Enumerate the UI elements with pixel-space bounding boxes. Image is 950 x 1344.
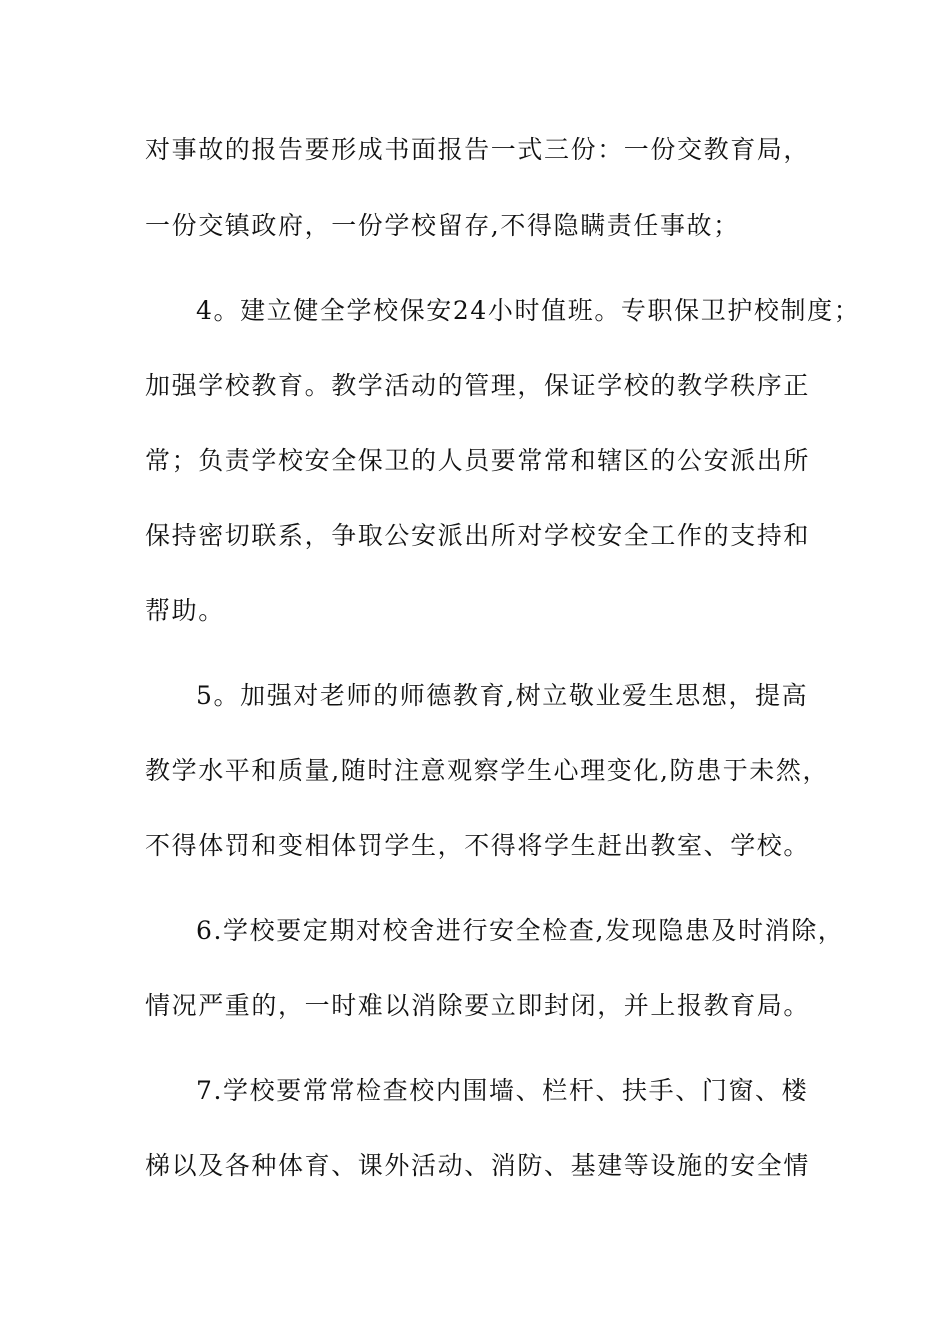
text-line: 保持密切联系，争取公安派出所对学校安全工作的支持和 [145, 521, 811, 550]
text-line: 常；负责学校安全保卫的人员要常常和辖区的公安派出所 [145, 446, 811, 475]
text-line: 帮助。 [145, 596, 225, 625]
paragraph-6-start: 6.学校要定期对校舍进行安全检查,发现隐患及时消除， [196, 916, 845, 945]
paragraph-4-start: 4。建立健全学校保安24小时值班。专职保卫护校制度； [196, 296, 861, 325]
text-line: 教学水平和质量,随时注意观察学生心理变化,防患于未然， [145, 756, 830, 785]
text-line: 加强学校教育。教学活动的管理，保证学校的教学秩序正 [145, 371, 811, 400]
text-line: 对事故的报告要形成书面报告一式三份：一份交教育局， [145, 135, 811, 164]
text-line: 梯以及各种体育、课外活动、消防、基建等设施的安全情 [145, 1151, 811, 1180]
paragraph-7-start: 7.学校要常常检查校内围墙、栏杆、扶手、门窗、楼 [196, 1076, 809, 1105]
text-line: 不得体罚和变相体罚学生，不得将学生赶出教室、学校。 [145, 831, 811, 860]
text-line: 一份交镇政府，一份学校留存,不得隐瞒责任事故； [145, 211, 740, 240]
text-line: 情况严重的，一时难以消除要立即封闭，并上报教育局。 [145, 991, 811, 1020]
paragraph-5-start: 5。加强对老师的师德教育,树立敬业爱生思想，提高 [196, 681, 809, 710]
